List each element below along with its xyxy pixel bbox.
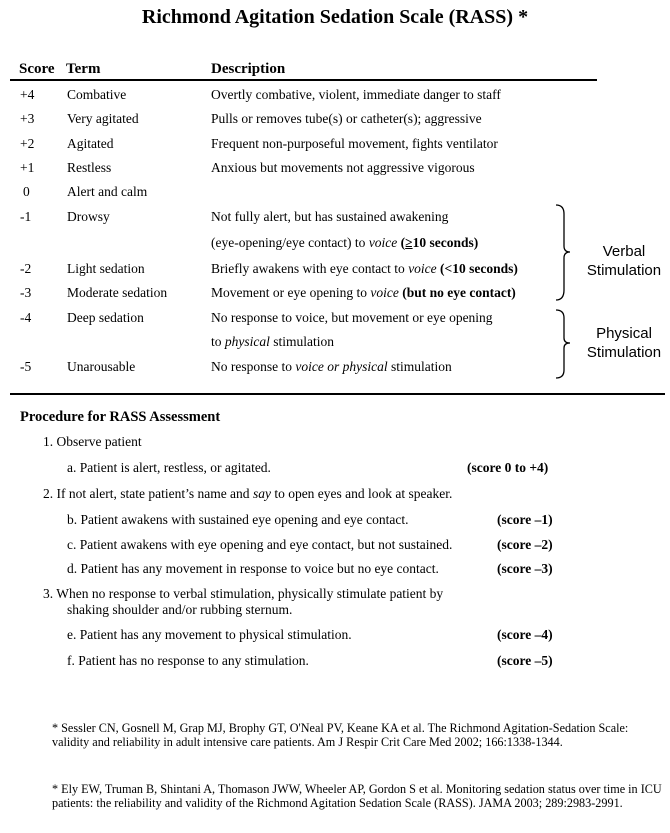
row-score: +2 [20, 136, 35, 151]
score-label-a: (score 0 to +4) [467, 460, 549, 475]
score-label-e: (score –4) [497, 627, 553, 642]
row-term: Light sedation [67, 261, 145, 276]
procedure-item-b: b. Patient awakens with sustained eye opening and eye contact. [67, 512, 409, 527]
row-term: Combative [67, 87, 127, 102]
score-label-b: (score –1) [497, 512, 553, 527]
procedure-step-1: 1. Observe patient [43, 434, 142, 449]
score-label-d: (score –3) [497, 561, 553, 576]
procedure-step-3-continued: shaking shoulder and/or rubbing sternum. [67, 602, 293, 617]
procedure-item-f: f. Patient has no response to any stimulation. [67, 653, 309, 668]
reference-1: * Sessler CN, Gosnell M, Grap MJ, Brophy GT, O'Neal PV, Keane KA et al. The Richmond Agitation-Sedation Scale: validity and reliability in adult intensive care patients. Am J Respir Crit Care Med 2002; 166:1338-1344. [52, 721, 629, 749]
row-score: +1 [20, 160, 35, 175]
row-description: Frequent non-purposeful movement, fights ventilator [211, 136, 498, 151]
column-header-term: Term [66, 61, 101, 77]
section-rule [10, 393, 665, 395]
score-label-c: (score –2) [497, 537, 553, 552]
row-score: +4 [20, 87, 35, 102]
row-score: -3 [20, 285, 32, 300]
row-description: No response to voice, but movement or eye opening [211, 310, 493, 325]
physical-stimulation-label: Physical Stimulation [586, 325, 662, 361]
reference-2: * Ely EW, Truman B, Shintani A, Thomason JWW, Wheeler AP, Gordon S et al. Monitoring sedation status over time in ICU patients: the reliability and validity of the Richmond Agitation Sedation Scale (RASS). JAMA 2003; 289:2983-2991. [52, 782, 662, 810]
procedure-item-a: a. Patient is alert, restless, or agitated. [67, 460, 271, 475]
row-term: Very agitated [67, 111, 139, 126]
row-term: Drowsy [67, 209, 110, 224]
row-description: Not fully alert, but has sustained awakening [211, 209, 449, 224]
procedure-item-d: d. Patient has any movement in response to voice but no eye contact. [67, 561, 439, 576]
row-term: Agitated [67, 136, 114, 151]
column-header-description: Description [211, 61, 286, 77]
row-term: Deep sedation [67, 310, 144, 325]
row-description: Anxious but movements not aggressive vigorous [211, 160, 475, 175]
procedure-item-e: e. Patient has any movement to physical stimulation. [67, 627, 352, 642]
row-term: Moderate sedation [67, 285, 168, 300]
row-score: 0 [23, 184, 30, 199]
verbal-stimulation-label: Verbal Stimulation [586, 243, 662, 279]
procedure-step-2: 2. If not alert, state patient’s name and say to open eyes and look at speaker. [43, 486, 453, 501]
row-description: No response to voice or physical stimulation [211, 359, 452, 374]
row-score: -2 [20, 261, 32, 276]
row-description: Pulls or removes tube(s) or catheter(s); aggressive [211, 111, 482, 126]
row-description-continued: (eye-opening/eye contact) to voice (≥10 seconds) [211, 235, 479, 250]
row-description-continued: to physical stimulation [211, 334, 335, 349]
procedure-item-c: c. Patient awakens with eye opening and eye contact, but not sustained. [67, 537, 453, 552]
physical-bracket [556, 310, 570, 378]
row-term: Unarousable [67, 359, 136, 374]
row-term: Restless [67, 160, 112, 175]
row-description: Overtly combative, violent, immediate danger to staff [211, 87, 501, 102]
column-header-score: Score [19, 61, 55, 77]
row-score: +3 [20, 111, 35, 126]
row-description: Briefly awakens with eye contact to voice (<10 seconds) [211, 261, 518, 276]
row-score: -1 [20, 209, 32, 224]
header-rule [10, 79, 597, 81]
row-description: Movement or eye opening to voice (but no eye contact) [211, 285, 516, 300]
row-term: Alert and calm [67, 184, 148, 199]
procedure-title: Procedure for RASS Assessment [20, 409, 221, 425]
procedure-step-3: 3. When no response to verbal stimulation, physically stimulate patient by [43, 586, 444, 601]
row-score: -5 [20, 359, 32, 374]
page-title: Richmond Agitation Sedation Scale (RASS) * [141, 6, 529, 28]
row-score: -4 [20, 310, 32, 325]
score-label-f: (score –5) [497, 653, 553, 668]
verbal-bracket [556, 205, 570, 300]
